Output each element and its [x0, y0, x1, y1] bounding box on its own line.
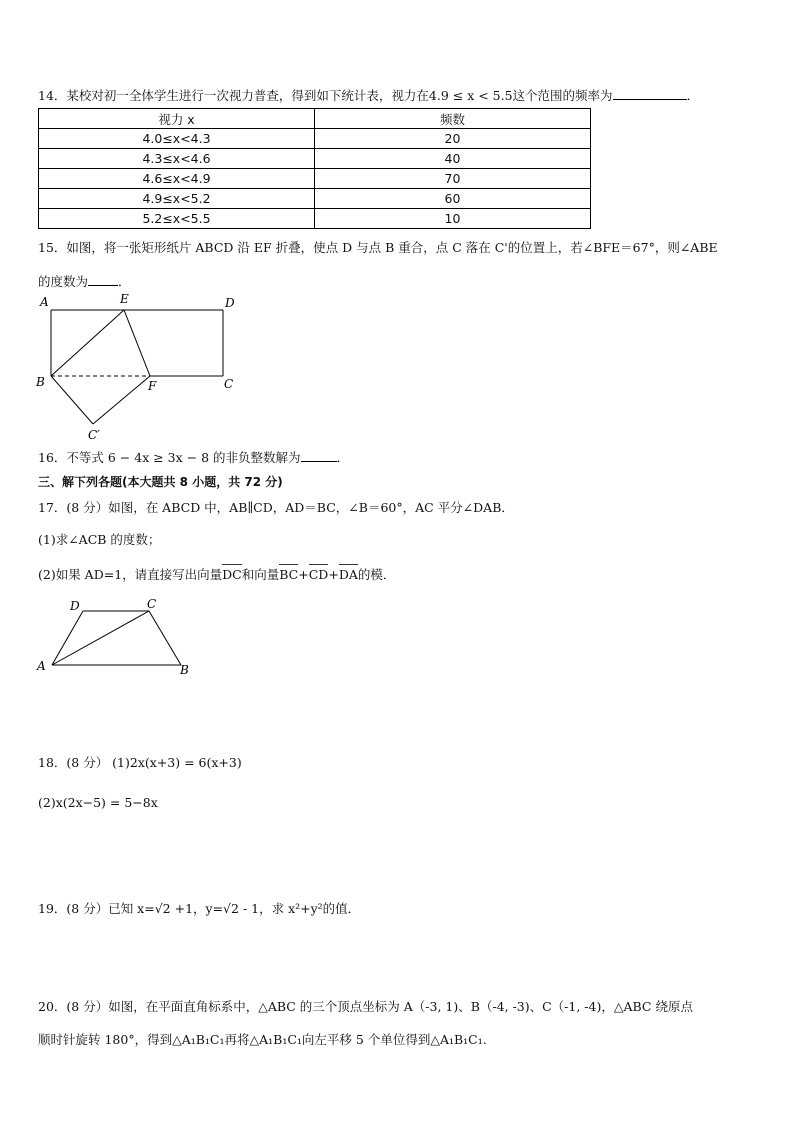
- q19-text: 19．(8 分）已知 x=√2 +1，y=√2 - 1，求 x²+y²的值．: [38, 901, 361, 916]
- label-A: A: [40, 295, 49, 309]
- q18-line2: (2)x(2x−5) = 5−8x: [38, 795, 158, 810]
- table-cell-range: 4.0≤x<4.3: [39, 129, 315, 149]
- table-header-vision: 视力 x: [39, 109, 315, 129]
- label-C: C: [224, 377, 234, 391]
- q15-line2: 的度数为 ．: [38, 274, 131, 289]
- vector-BC: BC: [279, 567, 299, 582]
- label-F: F: [148, 379, 157, 393]
- table-cell-range: 5.2≤x<5.5: [39, 209, 315, 229]
- q17-line1: 17．(8 分）如图，在 ABCD 中，AB∥CD，AD＝BC，∠B＝60°，AC 平分∠DAB．: [38, 500, 514, 515]
- vector-CD: CD: [308, 567, 329, 582]
- q14-stem: 14．某校对初一全体学生进行一次视力普查，得到如下统计表，视力在4.9 ≤ x < 5.5这个范围的频率为: [38, 88, 613, 103]
- segment-AC: [52, 611, 149, 665]
- q16-answer-blank[interactable]: [301, 448, 337, 462]
- segment-CB: [149, 611, 181, 665]
- label-B: B: [180, 663, 189, 677]
- table-cell-frequency: 60: [315, 189, 591, 209]
- table-header-row: [39, 109, 591, 129]
- q15-line1: 15．如图，将一张矩形纸片 ABCD 沿 EF 折叠，使点 D 与点 B 重合，点 C 落在 C'的位置上，若∠BFE＝67°，则∠ABE: [38, 240, 718, 255]
- table-cell-frequency: 40: [315, 149, 591, 169]
- table-cell-range: 4.3≤x<4.6: [39, 149, 315, 169]
- q14-answer-blank[interactable]: [613, 86, 687, 100]
- label-E: E: [120, 292, 129, 306]
- table-row: [39, 129, 591, 149]
- vision-frequency-table: [38, 108, 591, 229]
- q17-sub2: (2)如果 AD=1，请直接写出向量DC和向量BC+CD+DA的模．: [38, 567, 396, 582]
- table-cell-frequency: 20: [315, 129, 591, 149]
- table-cell-range: 4.9≤x<5.2: [39, 189, 315, 209]
- segment-BE: [51, 310, 124, 376]
- q15-folded-rectangle-diagram: [32, 290, 252, 442]
- table-cell-range: 4.6≤x<4.9: [39, 169, 315, 189]
- label-A: A: [37, 659, 46, 673]
- table-cell-frequency: 10: [315, 209, 591, 229]
- table-row: [39, 149, 591, 169]
- q17-trapezoid-diagram: [32, 596, 202, 680]
- q15-answer-blank[interactable]: [88, 272, 118, 286]
- table-row: [39, 169, 591, 189]
- table-row: [39, 189, 591, 209]
- q16-text: 16．不等式 6 − 4x ≥ 3x − 8 的非负整数解为 ．: [38, 450, 350, 465]
- q14-text: 14．某校对初一全体学生进行一次视力普查，得到如下统计表，视力在4.9 ≤ x < 5.5这个范围的频率为 ．: [38, 88, 700, 103]
- q20-line1: 20．(8 分）如图，在平面直角标系中，△ABC 的三个顶点坐标为 A（-3, 1)、B（-4, -3)、C（-1, -4)，△ABC 绕原点: [38, 999, 693, 1014]
- vector-DC: DC: [222, 567, 242, 582]
- q17-sub1: (1)求∠ACB 的度数；: [38, 532, 161, 547]
- label-B: B: [36, 375, 45, 389]
- label-D: D: [225, 296, 235, 310]
- segment-FCp: [93, 376, 150, 424]
- table-header-frequency: 频数: [315, 109, 591, 129]
- label-D: D: [70, 599, 80, 613]
- segment-EF: [124, 310, 150, 376]
- label-C: C: [147, 597, 157, 611]
- vector-DA: DA: [338, 567, 358, 582]
- q20-line2: 顺时针旋转 180°，得到△A₁B₁C₁再将△A₁B₁C₁向左平移 5 个单位得到△A₁B₁C₁.: [38, 1032, 487, 1047]
- table-cell-frequency: 70: [315, 169, 591, 189]
- segment-BCp: [51, 376, 93, 424]
- table-row: [39, 209, 591, 229]
- q18-line1: 18．(8 分） (1)2x(x+3) = 6(x+3): [38, 755, 242, 770]
- section-3-heading: 三、解下列各题(本大题共 8 小题，共 72 分): [38, 475, 283, 489]
- label-C-prime: C′: [88, 428, 100, 442]
